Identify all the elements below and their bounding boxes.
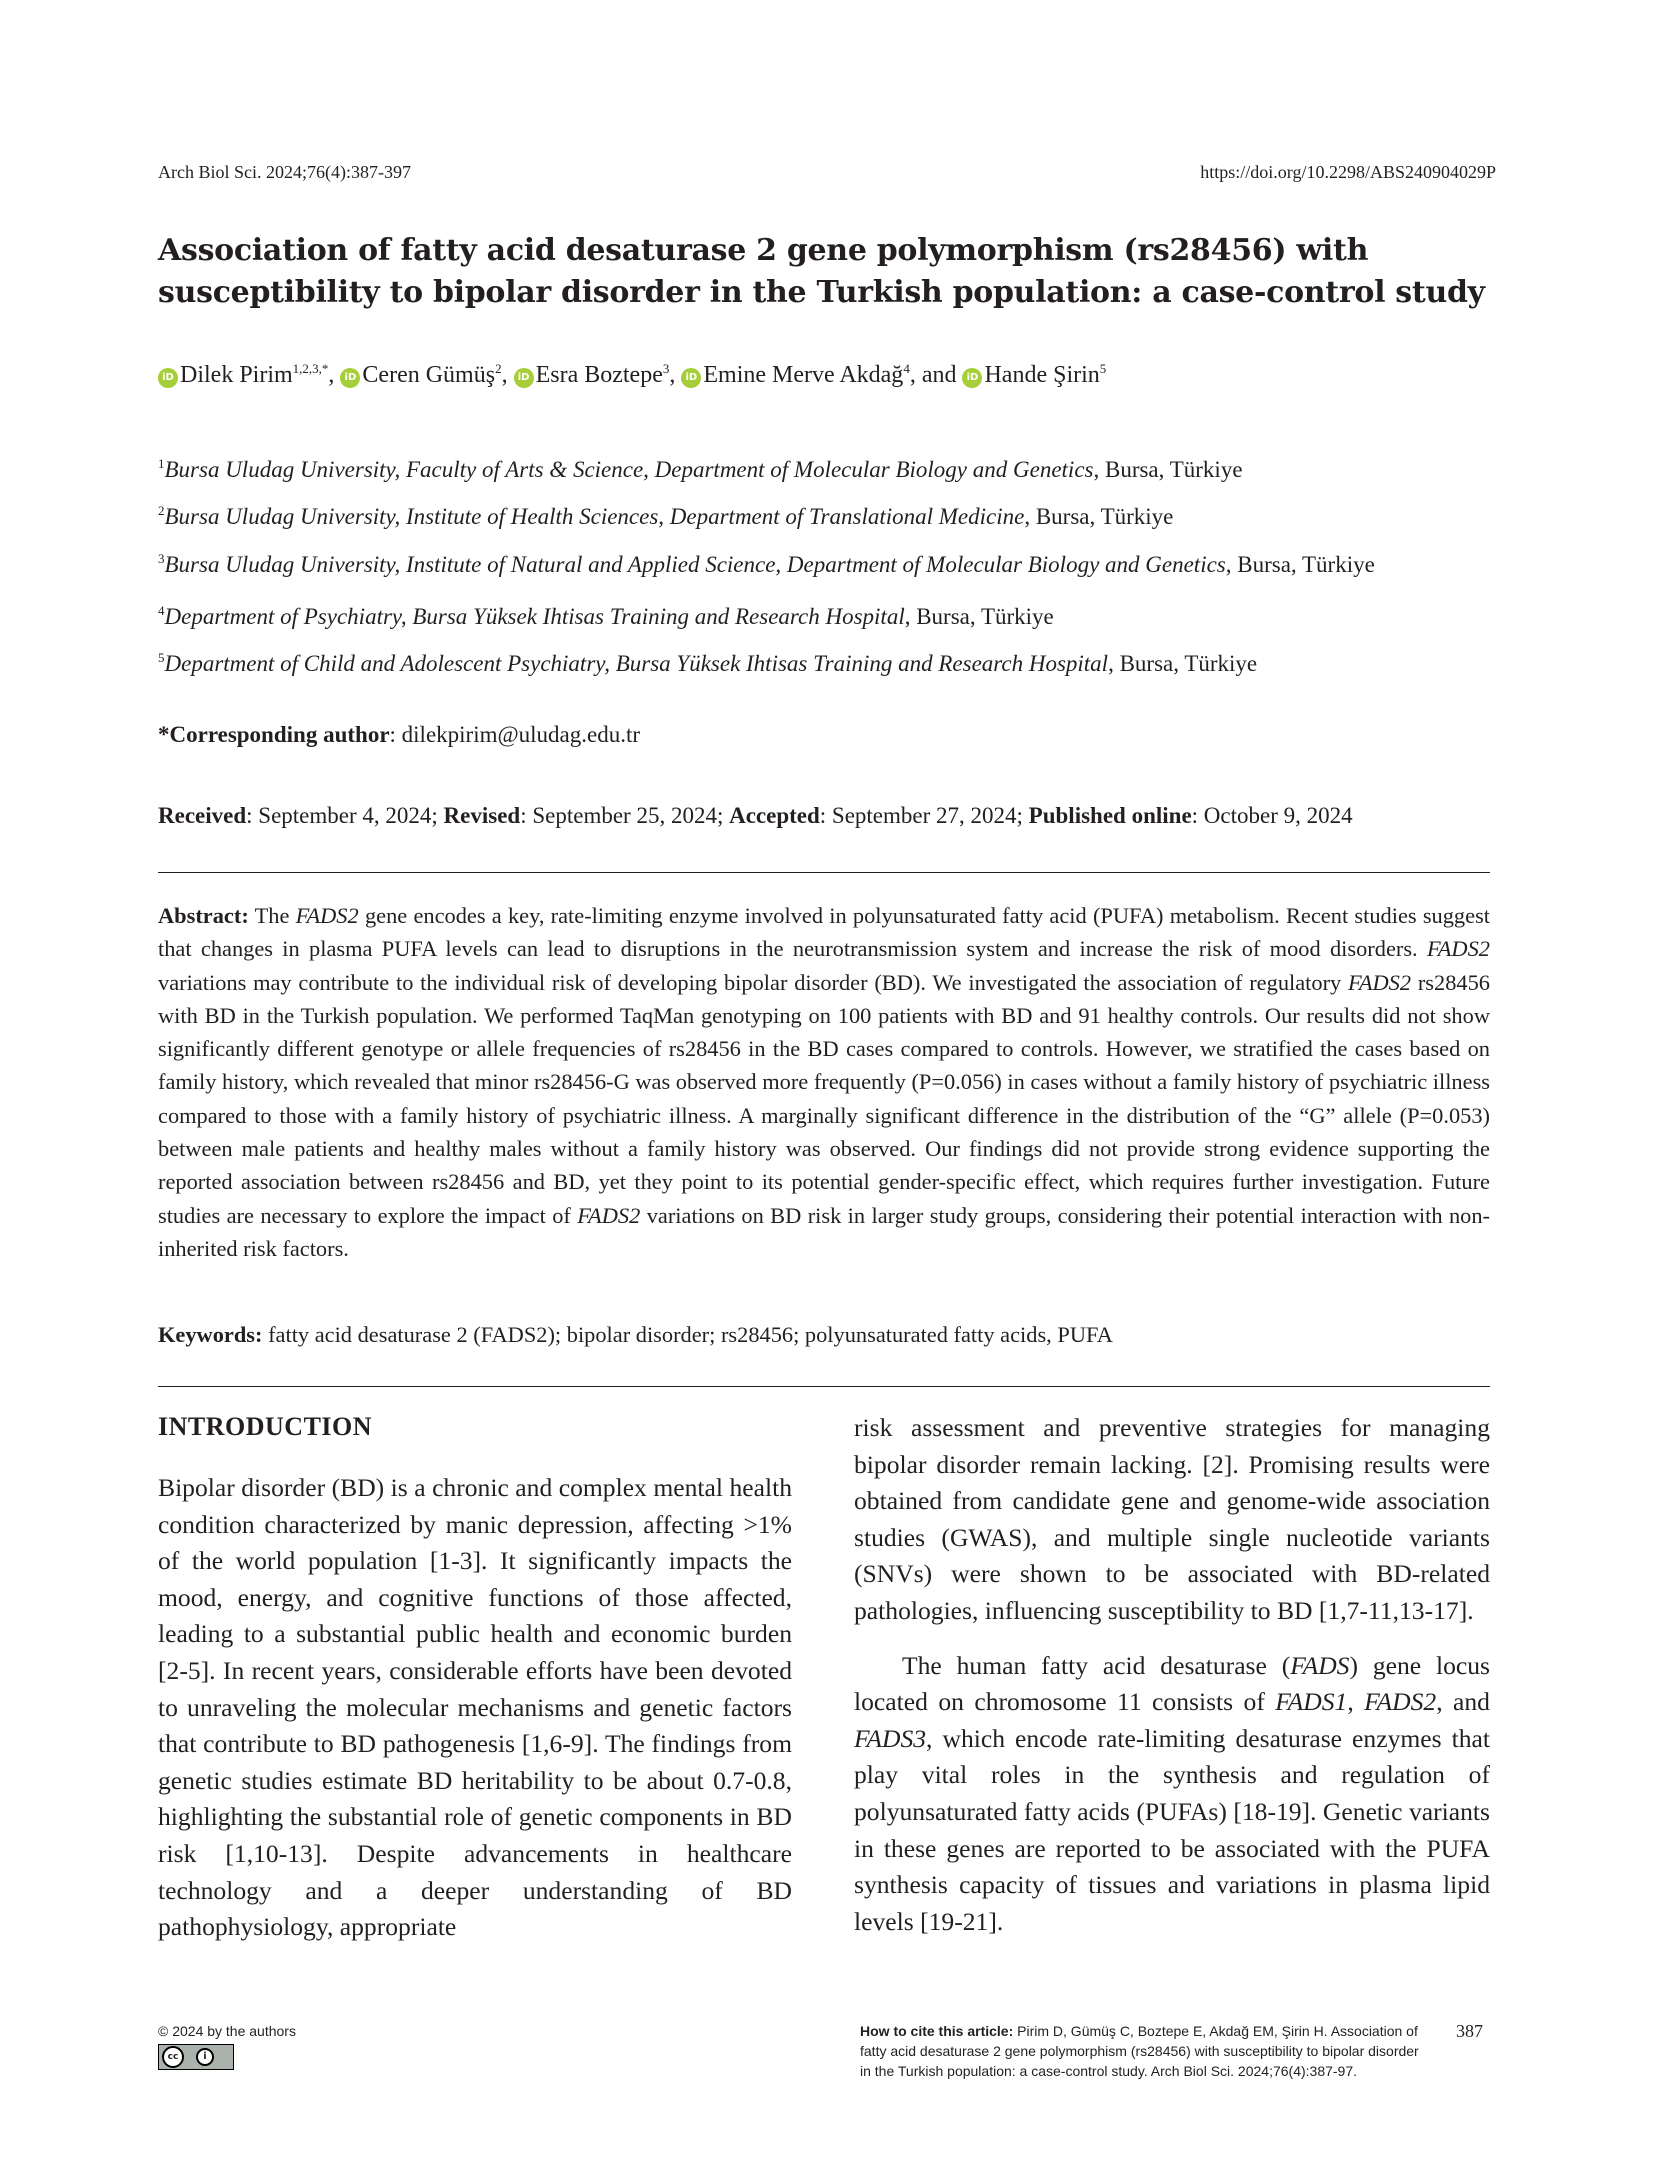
corresponding-author [158,722,640,748]
copyright-notice: © 2024 by the authors [158,2023,296,2039]
divider [158,1386,1490,1387]
affiliation-institution: Bursa Uludag University, Faculty of Arts & Science, Department of Molecular Biology and Genetics [164,457,1094,482]
affiliation-number: 4 [158,603,165,618]
accepted-label: Accepted [729,803,820,828]
author-affiliation-marker: 2 [495,361,502,376]
orcid-icon[interactable]: iD [514,368,534,388]
orcid-icon[interactable]: iD [962,368,982,388]
author-name: Esra Boztepe [535,362,663,388]
abstract-label: Abstract: [158,903,249,928]
affiliation-institution: Bursa Uludag University, Institute of Natural and Applied Science, Department of Molecular Biology and Genetics [164,552,1226,577]
affiliation-location: , Bursa, Türkiye [1108,651,1258,676]
accepted-date: : September 27, 2024; [819,803,1029,828]
affiliation-location: , Bursa, Türkiye [1093,457,1243,482]
body-column-left [158,1470,792,1946]
intro-paragraph-1: Bipolar disorder (BD) is a chronic and complex mental health condition characterized by manic depression, affecting >1% of the world population [1-3]. It significantly impacts the mood, energy, and cognitive functions of those affected, leading to a substantial public health and economic burden [2-5]. In recent years, considerable efforts have been devoted to unraveling the molecular mechanisms and genetic factors that contribute to BD pathogenesis [1,6-9]. The findings from genetic studies estimate BD heritability to be about 0.7-0.8, highlighting the substantial role of genetic components in BD risk [1,10-13]. Despite advancements in healthcare technology and a deeper understanding of BD pathophysiology, appropriate [158,1473,792,1942]
text-segment: , which encode rate-limiting desaturase enzymes that play vital roles in the synthesis and regulation of polyunsaturated fatty acids (PUFAs) [18-19]. Genetic variants in these genes are reported to be associated with the PUFA synthesis capacity of tissues and variations in plasma lipid levels [19-21]. [854,1723,1490,1936]
journal-citation-header: Arch Biol Sci. 2024;76(4):387-397 [158,162,411,182]
author-affiliation-marker: 3 [662,361,670,376]
affiliation-number: 2 [158,503,165,518]
text-segment: , [1347,1687,1365,1717]
orcid-icon[interactable]: iD [340,368,360,388]
intro-paragraph-2 [854,1648,1490,1941]
cc-by-license-icon[interactable] [158,2044,234,2070]
article-dates [158,803,1353,829]
gene-name: FADS2 [1348,969,1412,995]
gene-name: FADS2 [1364,1687,1437,1717]
received-label: Received [158,803,247,828]
author-separator: , [501,362,514,388]
text-segment: The [248,903,296,928]
keywords-label: Keywords: [158,1322,263,1347]
revised-date: : September 25, 2024; [520,803,730,828]
cite-label: How to cite this article: [860,2023,1014,2039]
published-label: Published online [1028,803,1192,828]
affiliation-item [158,590,1498,637]
attribution-icon: i [196,2048,214,2066]
author-affiliation-marker: 4 [903,361,910,376]
author-affiliation-marker: 1,2,3,* [292,361,329,376]
affiliations [158,443,1498,684]
affiliation-item [158,443,1498,490]
abstract [158,899,1490,1265]
affiliation-location: , Bursa, Türkiye [904,604,1054,629]
text-segment: variations may contribute to the individual risk of developing bipolar disorder (BD). We investigated the association of regulatory [158,969,1349,995]
received-date: : September 4, 2024; [246,803,444,828]
gene-name: FADS [1290,1650,1350,1680]
gene-name: FADS2 [577,1202,641,1228]
cc-icon: cc [162,2046,184,2068]
page-number: 387 [1456,2021,1483,2041]
orcid-icon[interactable]: iD [158,368,178,388]
intro-paragraph-1-continued: risk assessment and preventive strategies for managing bipolar disorder remain lacking. [2]. Promising results were obtained from candidate gene and genome-wide association studies (GWAS), and multiple single nucleotide variants (SNVs) were shown to be associated with BD-related pathologies, influencing susceptibility to BD [1,7-11,13-17]. [854,1413,1490,1625]
author-name: Ceren Gümüş [362,362,496,388]
affiliation-institution: Bursa Uludag University, Institute of Health Sciences, Department of Translational Medicine [164,504,1025,529]
abstract-text [158,903,1490,1261]
keywords [158,1322,1113,1348]
author-name: Dilek Pirim [180,362,293,388]
author-name: Emine Merve Akdağ [703,362,904,388]
affiliation-number: 1 [158,456,165,471]
revised-label: Revised [443,803,521,828]
divider [158,872,1490,873]
author-name: Hande Şirin [984,362,1100,388]
gene-name: FADS2 [1426,936,1490,962]
text-segment: , and [1436,1687,1490,1717]
published-date: : October 9, 2024 [1191,803,1353,828]
how-to-cite [860,2021,1420,2081]
doi-link[interactable]: https://doi.org/10.2298/ABS240904029P [1200,162,1496,182]
author-list [158,361,1106,389]
affiliation-location: , Bursa, Türkiye [1024,504,1174,529]
orcid-icon[interactable]: iD [681,368,701,388]
keywords-text: fatty acid desaturase 2 (FADS2); bipolar disorder; rs28456; polyunsaturated fatty acids, PUFA [262,1322,1113,1347]
affiliation-institution: Department of Psychiatry, Bursa Yüksek Ihtisas Training and Research Hospital [164,604,905,629]
corresponding-author-email[interactable]: : dilekpirim@uludag.edu.tr [389,722,641,747]
gene-name: FADS3 [854,1723,927,1753]
article-title: Association of fatty acid desaturase 2 gene polymorphism (rs28456) with susceptibility to bipolar disorder in the Turkish population: a case-control study [158,233,1485,310]
text-segment: rs28456 with BD in the Turkish population. We performed TaqMan genotyping on 100 patients with BD and 91 healthy controls. Our results did not show significantly different genotype or allele frequencies of rs28456 in the BD cases compared to controls. However, we stratified the cases based on family history, which revealed that minor rs28456-G was observed more frequently (P=0.056) in cases without a family history of psychiatric illness compared to those with a family history of psychiatric illness. A marginally significant difference in the distribution of the “G” allele (P=0.053) between male patients and healthy males without a family history was observed. Our findings did not provide strong evidence supporting the reported association between rs28456 and BD, yet they point to its potential gender-specific effect, which requires further investigation. Future studies are necessary to explore the impact of [158,969,1490,1228]
affiliation-location: , Bursa, Türkiye [1225,552,1375,577]
affiliation-item [158,543,1498,581]
affiliation-item [158,490,1498,537]
text-segment: The human fatty acid desaturase ( [902,1650,1291,1680]
affiliation-number: 3 [158,551,165,566]
author-separator: , [328,362,341,388]
gene-name: FADS2 [295,903,359,928]
author-separator: , [669,362,682,388]
body-column-right [854,1410,1490,1940]
affiliation-item [158,637,1498,684]
gene-name: FADS1 [1275,1687,1348,1717]
author-separator: , and [909,362,963,388]
corresponding-author-label: *Corresponding author [158,722,390,747]
section-heading-introduction: INTRODUCTION [158,1412,373,1441]
author-affiliation-marker: 5 [1099,361,1107,376]
affiliation-institution: Department of Child and Adolescent Psychiatry, Bursa Yüksek Ihtisas Training and Research Hospital [164,651,1109,676]
text-segment: variations on BD risk in larger study groups, considering their potential interaction with non-inherited risk factors. [158,1202,1490,1261]
cite-text: Pirim D, Gümüş C, Boztepe E, Akdağ EM, Şirin H. Association of fatty acid desaturase 2 gene polymorphism (rs28456) with susceptibility to bipolar disorder in the Turkish population: a case-control study. Arch Biol Sci. 2024;76(4):387-97. [860,2023,1419,2079]
affiliation-number: 5 [158,650,165,665]
text-segment: gene encodes a key, rate-limiting enzyme involved in polyunsaturated fatty acid (PUFA) metabolism. Recent studies suggest that changes in plasma PUFA levels can lead to disruptions in the neurotransmission system and increase the risk of mood disorders. [158,903,1491,962]
text-segment: ) gene locus located on chromosome 11 consists of [854,1650,1490,1717]
